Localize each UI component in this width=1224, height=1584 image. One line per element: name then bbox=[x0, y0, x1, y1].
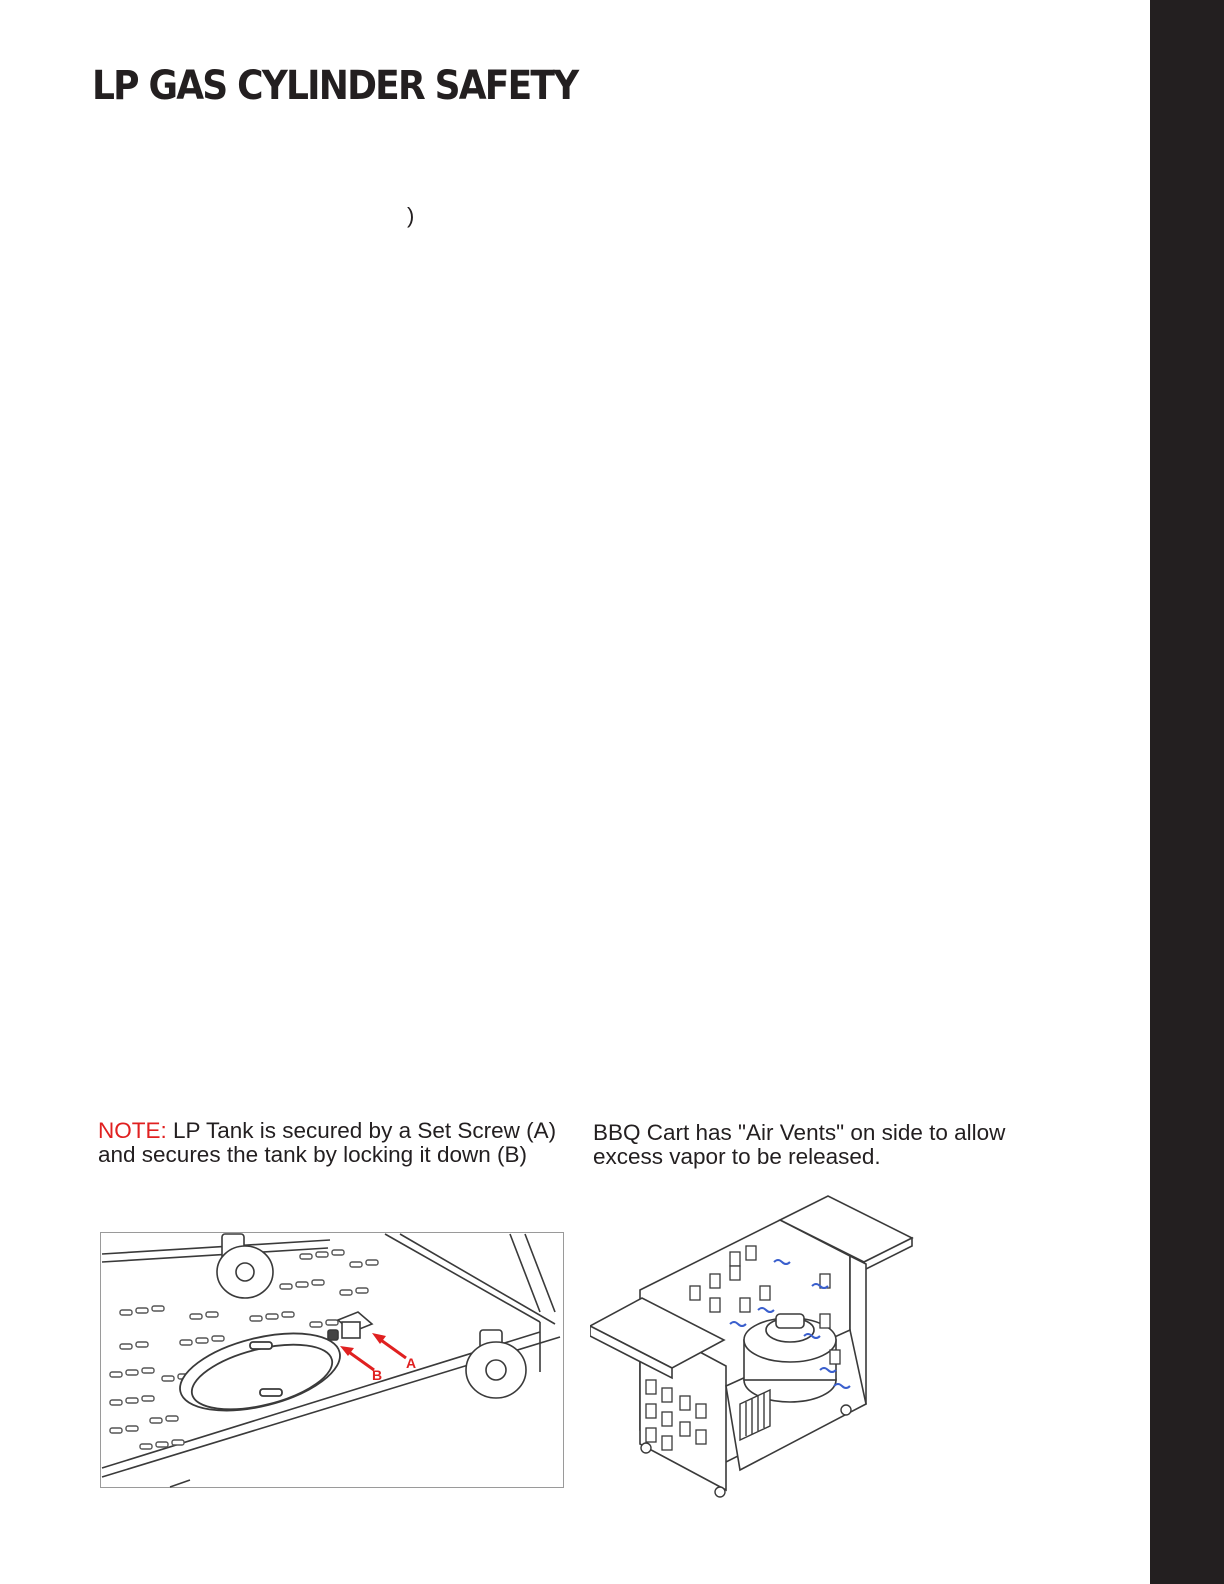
bbq-cart-illustration bbox=[590, 1190, 920, 1502]
note-set-screw-text: LP Tank is secured by a Set Screw (A) and secures the tank by locking it down (B) bbox=[98, 1118, 557, 1167]
stray-parenthesis: ) bbox=[407, 203, 415, 228]
note-air-vents: BBQ Cart has "Air Vents" on side to allow excess vapor to be released. bbox=[593, 1120, 1006, 1169]
note-set-screw bbox=[98, 1119, 568, 1167]
note-label: NOTE: bbox=[98, 1118, 167, 1143]
callout-b-label: B bbox=[372, 1367, 383, 1383]
tank-set-screw-illustration bbox=[100, 1232, 564, 1488]
side-bar bbox=[1150, 0, 1224, 1584]
tank-set-screw-drawing bbox=[100, 1232, 564, 1488]
bbq-cart-drawing bbox=[590, 1190, 920, 1502]
callout-a-label: A bbox=[406, 1355, 417, 1371]
page-title: LP GAS CYLINDER SAFETY bbox=[92, 63, 578, 109]
